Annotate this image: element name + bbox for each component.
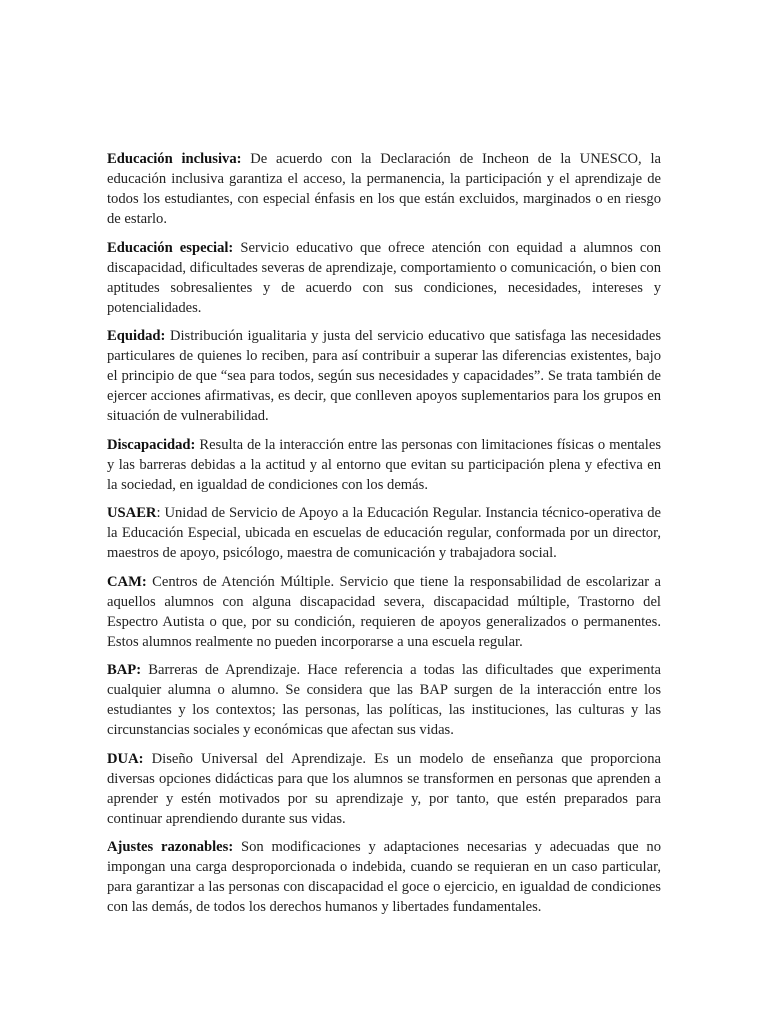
- glossary-entry-educacion-inclusiva: [107, 149, 661, 229]
- term-equidad: Equidad:: [107, 328, 166, 344]
- glossary-entry-ajustes-razonables: [107, 837, 661, 917]
- glossary-entry-discapacidad: [107, 435, 661, 495]
- term-ajustes-razonables: Ajustes razonables:: [107, 839, 234, 855]
- term-educacion-inclusiva: Educación inclusiva:: [107, 151, 242, 167]
- term-discapacidad: Discapacidad:: [107, 436, 196, 453]
- term-dua: DUA:: [107, 750, 144, 767]
- glossary-entry-bap: [107, 660, 661, 740]
- definition-bap: Barreras de Aprendizaje. Hace referencia a todas las dificultades que experimenta cualquier alumna o alumno. Se considera que las BAP surgen de la interacción entre los estudiantes y los contextos; las personas, las políticas, las instituciones, las culturas y las circunstancias sociales y económicas que afectan sus vidas.: [107, 662, 661, 738]
- glossary-entry-equidad: [107, 326, 661, 426]
- definition-cam: Centros de Atención Múltiple. Servicio que tiene la responsabilidad de escolarizar a aquellos alumnos con alguna discapacidad severa, discapacidad múltiple, Trastorno del Espectro Autista o que, por su condición, requieren de apoyos generalizados o permanentes. Estos alumnos realmente no pueden incorporarse a una escuela regular.: [107, 573, 661, 650]
- definition-ajustes-razonables: Son modificaciones y adaptaciones necesarias y adecuadas que no impongan una carga desproporcionada o indebida, cuando se requieran en un caso particular, para garantizar a las personas con discapacidad el goce o ejercicio, en igualdad de condiciones con las demás, de todos los derechos humanos y libertades fundamentales.: [107, 839, 661, 915]
- glossary-entry-dua: [107, 749, 661, 829]
- definition-usaer: : Unidad de Servicio de Apoyo a la Educación Regular. Instancia técnico-operativa de la Educación Especial, ubicada en escuelas de educación regular, conformada por un director, maestros de apoyo, psicólogo, maestra de comunicación y trabajadora social.: [107, 505, 661, 561]
- glossary-entry-cam: [107, 572, 661, 652]
- glossary-entry-usaer: [107, 503, 661, 563]
- definition-educacion-especial: Servicio educativo que ofrece atención con equidad a alumnos con discapacidad, dificultades severas de aprendizaje, comportamiento o comunicación, o bien con aptitudes sobresalientes y de acuerdo con sus condiciones, necesidades, intereses y potencialidades.: [107, 239, 661, 316]
- definition-discapacidad: Resulta de la interacción entre las personas con limitaciones físicas o mentales y las barreras debidas a la actitud y al entorno que evitan su participación plena y efectiva en la sociedad, en igualdad de condiciones con los demás.: [107, 436, 661, 493]
- definition-equidad: Distribución igualitaria y justa del servicio educativo que satisfaga las necesidades particulares de quienes lo reciben, para así contribuir a superar las diferencias existentes, bajo el principio de que “sea para todos, según sus necesidades y capacidades”. Se trata también de ejercer acciones afirmativas, es decir, que conlleven apoyos suplementarios para los grupos en situación de vulnerabilidad.: [107, 328, 661, 424]
- definition-dua: Diseño Universal del Aprendizaje. Es un modelo de enseñanza que proporciona diversas opciones didácticas para que los alumnos se transformen en personas que aprenden a aprender y estén motivados por su aprendizaje y, por tanto, que estén preparados para continuar aprendiendo durante sus vidas.: [107, 750, 661, 827]
- term-bap: BAP:: [107, 662, 142, 678]
- glossary-entry-educacion-especial: [107, 238, 661, 318]
- term-educacion-especial: Educación especial:: [107, 239, 234, 256]
- term-usaer: USAER: [107, 505, 157, 521]
- term-cam: CAM:: [107, 573, 147, 590]
- definition-educacion-inclusiva: De acuerdo con la Declaración de Incheon de la UNESCO, la educación inclusiva garantiza el acceso, la permanencia, la participación y el aprendizaje de todos los estudiantes, con especial énfasis en los que están excluidos, marginados o en riesgo de estarlo.: [107, 151, 662, 227]
